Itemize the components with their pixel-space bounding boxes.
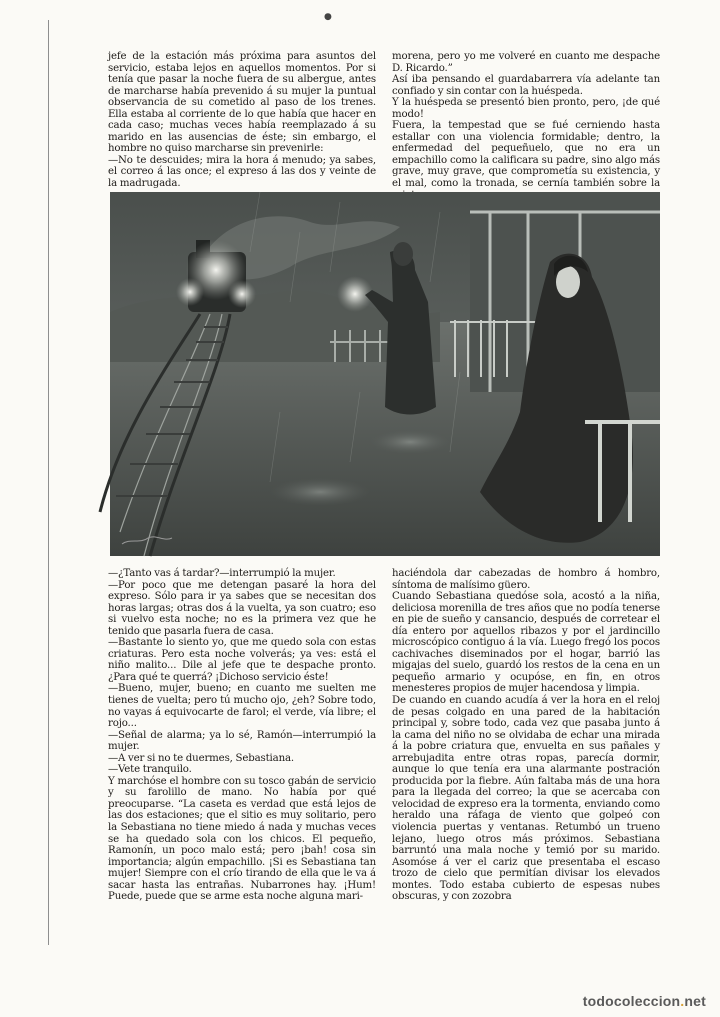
paragraph: —Bastante lo siento yo, que me quedo sola con estas criaturas. Pero esta noche volverás; ya ves: está el niño malito... Dile al jefe que te despache pronto. ¿Para qué te querrá? ¡Dichoso servicio éste! bbox=[108, 637, 376, 683]
illustration-svg bbox=[110, 192, 660, 556]
watermark bbox=[583, 993, 706, 1009]
page-edge-line bbox=[48, 20, 49, 945]
column-bottom-right bbox=[392, 568, 660, 903]
column-bottom-left bbox=[108, 568, 376, 903]
paragraph: Y marchóse el hombre con su tosco gabán de servicio y su farolillo de mano. No había por qué preocuparse. “La caseta es verdad que está lejos de las dos estaciones; que el sitio es muy solitario, pero la Sebastiana no tiene miedo á nada y muchas veces se ha quedado sola con los chicos. El pequeño, Ramonín, un poco malo está; pero ¡bah! cosa sin importancia; algún empachillo. ¡Si es Sebastiana tan mujer! Siempre con el crío tirando de ella que le va á sacar hasta las entrañas. Nubarrones hay. ¡Hum! Puede, puede que se arme esta noche alguna mari- bbox=[108, 775, 376, 903]
watermark-dot: . bbox=[680, 993, 685, 1009]
paragraph: —¿Tanto vas á tardar?—interrumpió la mujer. bbox=[108, 568, 336, 579]
paragraph: —No te descuides; mira la hora á menudo; ya sabes, el correo á las once; el expreso á las dos y veinte de la madrugada. bbox=[108, 154, 376, 190]
paragraph: —Señal de alarma; ya lo sé, Ramón—interrumpió la mujer. bbox=[108, 729, 376, 753]
paragraph: —A ver si no te duermes, Sebastiana. bbox=[108, 752, 294, 764]
paragraph: Así iba pensando el guardabarrera vía adelante tan confiado y sin contar con la huéspeda. bbox=[392, 74, 660, 97]
paragraph: —Bueno, mujer, bueno; en cuanto me suelten me tienes de vuelta; pero tú mucho ojo, ¿eh? Sobre todo, no vayas á equivocarte de farol; el verde, vía libre; el rojo... bbox=[108, 683, 376, 730]
watermark-name: todocoleccion bbox=[582, 993, 681, 1009]
paragraph: De cuando en cuando acudía á ver la hora en el reloj de pesas colgado en una pared de la habitación principal y, sobre todo, cada vez que pasaba junto á la cama del niño no se olvidaba de echar una mirada á la pobre criatura que, envuelta en sus pañales y arrebujadita entre otras ropas, parecía dormir, aunque lo que tenía era una alarmante postración producida por la fiebre. Aún faltaba más de una hora para la llegada del correo; la que se acercaba con velocidad de expreso era la tormenta, enviando como heraldo una ráfaga de viento que golpeó con violencia puertas y ventanas. Retumbó un trueno lejano, luego otros más próximos. Sebastiana barruntó una mala noche y temió por su marido. Asomóse á ver el cariz que presentaba el escaso trozo de cielo que permitían divisar los elevados montes. Todo estaba cubierto de espesas nubes obscuras, y con zozobra bbox=[392, 695, 660, 903]
paragraph: Fuera, la tempestad que se fué cerniendo hasta estallar con una violencia formidable; dentro, la enfermedad del pequeñuelo, que no era un empachillo como la calificara su padre, sino algo más grave, muy grave, que comprometía su existencia, y el mal, como la tronada, se cernía también sobre la bbox=[392, 120, 660, 190]
ink-speck: ● bbox=[324, 12, 332, 22]
column-top-right bbox=[392, 51, 660, 190]
paragraph: Cuando Sebastiana quedóse sola, acostó a la niña, deliciosa morenilla de tres años que no podía tenerse en pie de sueño y cansancio, después de corretear el día entero por aquellos ribazos y por el jardincillo microscópico contiguo á la vía. Luego fregó los pocos cachivaches diseminados por el hogar, barrió las migajas del suelo, guardó los restos de la cena en un pequeño armario y ocupóse, en fin, en otros menesteres propios de mujer hacendosa y limpia. bbox=[392, 591, 660, 695]
paragraph: morena, pero yo me volveré en cuanto me despache D. Ricardo.” bbox=[392, 51, 660, 74]
paragraph: —Vete tranquilo. bbox=[108, 764, 192, 776]
paragraph: Y la huéspeda se presentó bien pronto, pero, ¡de qué modo! bbox=[392, 97, 660, 120]
watermark-tld: net bbox=[684, 993, 706, 1009]
paragraph: haciéndola dar cabezadas de hombro á hombro, síntoma de malísimo güero. bbox=[392, 568, 660, 591]
night-railway-illustration bbox=[110, 192, 660, 556]
column-top-left bbox=[108, 51, 376, 190]
paragraph: —Por poco que me detengan pasaré la hora del expreso. Sólo para ir ya sabes que se necesitan dos horas largas; otras dos á la vuelta, ya son cuatro; eso si vuelvo esta noche; no es la primera vez que he tenido que pasarla fuera de casa. bbox=[108, 579, 376, 637]
paragraph: jefe de la estación más próxima para asuntos del servicio, estaba lejos en aquellos momentos. Por si tenía que pasar la noche fuera de su albergue, antes de marcharse había prevenido á su mujer la puntual observancia de su cometido al paso de los trenes. Ella estaba al corriente de lo que había que hacer en cada caso; muchas veces había reemplazado á su marido en las ausencias de éste; sin embargo, el hombre no quiso marcharse sin prevenirle: bbox=[108, 51, 376, 155]
